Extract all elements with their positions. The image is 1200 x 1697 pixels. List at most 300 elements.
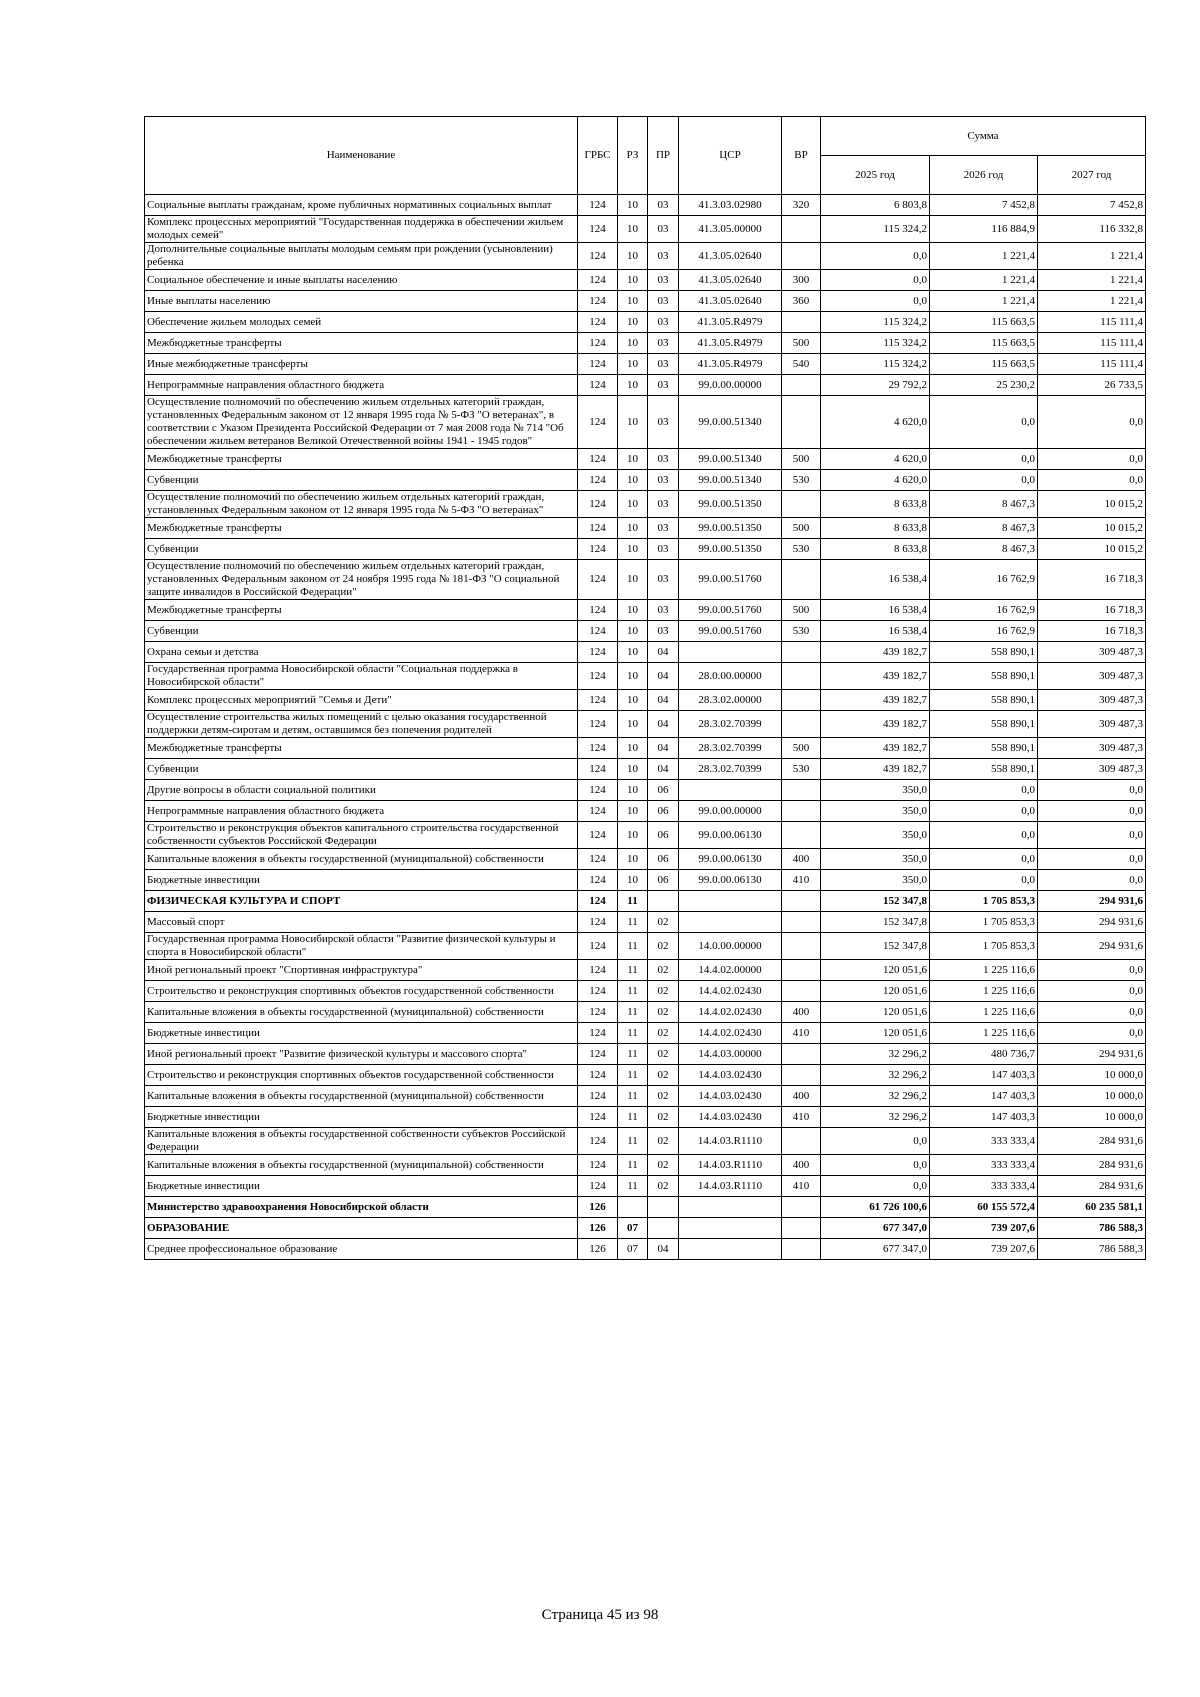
- cell-name: ФИЗИЧЕСКАЯ КУЛЬТУРА И СПОРТ: [145, 891, 578, 912]
- cell-sum-2025: 350,0: [821, 801, 930, 822]
- cell-pr: 02: [648, 1176, 679, 1197]
- cell-sum-2025: 4 620,0: [821, 449, 930, 470]
- cell-grbs: 124: [578, 1107, 618, 1128]
- cell-csr: 14.0.00.00000: [679, 933, 782, 960]
- header-sum: Сумма: [821, 117, 1146, 156]
- cell-sum-2025: 32 296,2: [821, 1065, 930, 1086]
- cell-csr: [679, 1218, 782, 1239]
- cell-csr: 14.4.03.02430: [679, 1065, 782, 1086]
- cell-vr: 300: [782, 270, 821, 291]
- cell-sum-2025: 120 051,6: [821, 960, 930, 981]
- cell-pr: 03: [648, 195, 679, 216]
- cell-vr: [782, 1044, 821, 1065]
- cell-rz: 10: [618, 711, 648, 738]
- cell-grbs: 124: [578, 354, 618, 375]
- cell-sum-2025: 61 726 100,6: [821, 1197, 930, 1218]
- cell-csr: 99.0.00.51350: [679, 539, 782, 560]
- table-row: [145, 870, 1146, 891]
- cell-name: Осуществление полномочий по обеспечению жильем отдельных категорий граждан, установленных Федеральным законом от 12 января 1995 года № 5-ФЗ "О ветеранах": [145, 491, 578, 518]
- cell-sum-2025: 439 182,7: [821, 663, 930, 690]
- table-row: [145, 1197, 1146, 1218]
- cell-pr: 02: [648, 912, 679, 933]
- cell-csr: 28.3.02.70399: [679, 759, 782, 780]
- cell-name: Субвенции: [145, 470, 578, 491]
- cell-grbs: 124: [578, 870, 618, 891]
- cell-csr: 14.4.02.00000: [679, 960, 782, 981]
- cell-pr: 03: [648, 621, 679, 642]
- cell-name: Осуществление полномочий по обеспечению жильем отдельных категорий граждан, установленных Федеральным законом от 24 ноября 1995 года № 181-ФЗ "О социальной защите инвалидов в Российской Федерации": [145, 560, 578, 600]
- cell-rz: 10: [618, 216, 648, 243]
- page-number: Страница 45 из 98: [541, 1607, 659, 1623]
- cell-sum-2027: 294 931,6: [1038, 933, 1146, 960]
- cell-sum-2027: 786 588,3: [1038, 1239, 1146, 1260]
- cell-csr: 41.3.05.02640: [679, 291, 782, 312]
- cell-name: Бюджетные инвестиции: [145, 1176, 578, 1197]
- cell-sum-2025: 152 347,8: [821, 912, 930, 933]
- cell-name: Строительство и реконструкция объектов капитального строительства государственной собственности субъектов Российской Федерации: [145, 822, 578, 849]
- table-row: [145, 375, 1146, 396]
- cell-csr: 14.4.03.R1110: [679, 1176, 782, 1197]
- cell-pr: 04: [648, 690, 679, 711]
- cell-sum-2027: 1 221,4: [1038, 291, 1146, 312]
- table-header: [145, 117, 1146, 195]
- cell-rz: 07: [618, 1239, 648, 1260]
- cell-grbs: 124: [578, 801, 618, 822]
- cell-rz: 11: [618, 933, 648, 960]
- cell-sum-2025: 115 324,2: [821, 312, 930, 333]
- cell-vr: [782, 1128, 821, 1155]
- cell-vr: 400: [782, 849, 821, 870]
- cell-sum-2027: 0,0: [1038, 1023, 1146, 1044]
- cell-grbs: 124: [578, 738, 618, 759]
- cell-pr: 02: [648, 1107, 679, 1128]
- cell-rz: 10: [618, 690, 648, 711]
- cell-rz: [618, 1197, 648, 1218]
- cell-pr: 03: [648, 539, 679, 560]
- table-row: [145, 642, 1146, 663]
- cell-sum-2027: 10 000,0: [1038, 1065, 1146, 1086]
- header-pr: ПР: [648, 117, 679, 195]
- cell-grbs: 124: [578, 449, 618, 470]
- cell-sum-2026: 0,0: [930, 470, 1038, 491]
- cell-name: Строительство и реконструкция спортивных объектов государственной собственности: [145, 1065, 578, 1086]
- cell-pr: 03: [648, 491, 679, 518]
- cell-rz: 10: [618, 518, 648, 539]
- cell-pr: 04: [648, 738, 679, 759]
- cell-grbs: 124: [578, 690, 618, 711]
- cell-rz: 10: [618, 738, 648, 759]
- cell-sum-2027: 115 111,4: [1038, 312, 1146, 333]
- cell-name: Комплекс процессных мероприятий "Семья и Дети": [145, 690, 578, 711]
- cell-sum-2027: 1 221,4: [1038, 243, 1146, 270]
- table-row: [145, 711, 1146, 738]
- cell-sum-2026: 558 890,1: [930, 663, 1038, 690]
- cell-sum-2026: 0,0: [930, 396, 1038, 449]
- cell-csr: 99.0.00.00000: [679, 375, 782, 396]
- cell-csr: 99.0.00.51760: [679, 621, 782, 642]
- cell-sum-2027: 116 332,8: [1038, 216, 1146, 243]
- cell-sum-2027: 284 931,6: [1038, 1128, 1146, 1155]
- header-name: Наименование: [145, 117, 578, 195]
- cell-grbs: 124: [578, 243, 618, 270]
- cell-csr: 99.0.00.51760: [679, 600, 782, 621]
- cell-vr: [782, 822, 821, 849]
- cell-sum-2025: 350,0: [821, 870, 930, 891]
- cell-csr: 14.4.03.02430: [679, 1086, 782, 1107]
- cell-sum-2025: 32 296,2: [821, 1044, 930, 1065]
- cell-sum-2025: 120 051,6: [821, 1023, 930, 1044]
- cell-pr: 02: [648, 1002, 679, 1023]
- cell-pr: 03: [648, 291, 679, 312]
- table-row: [145, 333, 1146, 354]
- cell-sum-2026: 147 403,3: [930, 1065, 1038, 1086]
- cell-sum-2025: 120 051,6: [821, 1002, 930, 1023]
- cell-sum-2026: 115 663,5: [930, 354, 1038, 375]
- cell-sum-2026: 480 736,7: [930, 1044, 1038, 1065]
- cell-rz: 11: [618, 1044, 648, 1065]
- cell-rz: 10: [618, 560, 648, 600]
- cell-pr: 03: [648, 600, 679, 621]
- cell-sum-2025: 0,0: [821, 291, 930, 312]
- cell-pr: 03: [648, 470, 679, 491]
- table-row: [145, 1002, 1146, 1023]
- cell-rz: 10: [618, 600, 648, 621]
- cell-vr: [782, 981, 821, 1002]
- cell-name: Межбюджетные трансферты: [145, 738, 578, 759]
- cell-name: Социальное обеспечение и иные выплаты населению: [145, 270, 578, 291]
- cell-sum-2026: 0,0: [930, 780, 1038, 801]
- cell-sum-2026: 0,0: [930, 449, 1038, 470]
- cell-csr: 28.0.00.00000: [679, 663, 782, 690]
- cell-sum-2026: 1 225 116,6: [930, 981, 1038, 1002]
- table-row: [145, 312, 1146, 333]
- cell-grbs: 124: [578, 539, 618, 560]
- cell-sum-2025: 0,0: [821, 1128, 930, 1155]
- cell-pr: 02: [648, 981, 679, 1002]
- cell-sum-2027: 284 931,6: [1038, 1176, 1146, 1197]
- cell-name: Бюджетные инвестиции: [145, 1023, 578, 1044]
- cell-name: Государственная программа Новосибирской области "Социальная поддержка в Новосибирской области": [145, 663, 578, 690]
- cell-pr: 03: [648, 312, 679, 333]
- cell-pr: 02: [648, 1023, 679, 1044]
- cell-rz: 10: [618, 801, 648, 822]
- cell-sum-2026: 1 221,4: [930, 270, 1038, 291]
- table-row: [145, 291, 1146, 312]
- cell-sum-2025: 120 051,6: [821, 981, 930, 1002]
- cell-grbs: 124: [578, 960, 618, 981]
- cell-name: Осуществление полномочий по обеспечению жильем отдельных категорий граждан, установленных Федеральным законом от 12 января 1995 года № 5-ФЗ "О ветеранах", в соответствии с Указом Президента Российской Федерации от 7 мая 2008 года № 714 "Об обеспечении жильем ветеранов Великой Отечественной войны 1941 - 1945 годов": [145, 396, 578, 449]
- cell-vr: 410: [782, 1176, 821, 1197]
- table-row: [145, 216, 1146, 243]
- cell-vr: 530: [782, 539, 821, 560]
- cell-sum-2026: 1 705 853,3: [930, 933, 1038, 960]
- cell-pr: 02: [648, 1155, 679, 1176]
- cell-sum-2025: 8 633,8: [821, 539, 930, 560]
- cell-vr: 530: [782, 621, 821, 642]
- cell-rz: 10: [618, 449, 648, 470]
- cell-sum-2027: 16 718,3: [1038, 560, 1146, 600]
- cell-sum-2026: 1 705 853,3: [930, 891, 1038, 912]
- cell-rz: 10: [618, 354, 648, 375]
- cell-vr: [782, 216, 821, 243]
- cell-name: Иной региональный проект "Развитие физической культуры и массового спорта": [145, 1044, 578, 1065]
- cell-rz: 11: [618, 981, 648, 1002]
- cell-pr: 03: [648, 354, 679, 375]
- cell-sum-2027: 26 733,5: [1038, 375, 1146, 396]
- cell-rz: 10: [618, 759, 648, 780]
- cell-sum-2025: 16 538,4: [821, 560, 930, 600]
- cell-rz: 10: [618, 291, 648, 312]
- table-row: [145, 449, 1146, 470]
- cell-pr: 04: [648, 663, 679, 690]
- cell-grbs: 124: [578, 1086, 618, 1107]
- cell-rz: 10: [618, 539, 648, 560]
- cell-sum-2027: 294 931,6: [1038, 1044, 1146, 1065]
- cell-rz: 10: [618, 491, 648, 518]
- cell-sum-2027: 10 015,2: [1038, 539, 1146, 560]
- cell-vr: [782, 375, 821, 396]
- table-row: [145, 849, 1146, 870]
- table-row: [145, 1128, 1146, 1155]
- header-year-2026: 2026 год: [930, 156, 1038, 195]
- cell-grbs: 124: [578, 912, 618, 933]
- cell-grbs: 124: [578, 518, 618, 539]
- cell-name: Комплекс процессных мероприятий "Государственная поддержка в обеспечении жильем молодых семей": [145, 216, 578, 243]
- cell-vr: [782, 560, 821, 600]
- table-row: [145, 933, 1146, 960]
- cell-csr: 99.0.00.51340: [679, 449, 782, 470]
- cell-sum-2027: 786 588,3: [1038, 1218, 1146, 1239]
- cell-grbs: 124: [578, 375, 618, 396]
- cell-csr: 14.4.03.R1110: [679, 1128, 782, 1155]
- cell-vr: [782, 960, 821, 981]
- cell-name: Непрограммные направления областного бюджета: [145, 375, 578, 396]
- cell-vr: 360: [782, 291, 821, 312]
- cell-sum-2025: 350,0: [821, 822, 930, 849]
- cell-sum-2026: 558 890,1: [930, 642, 1038, 663]
- cell-sum-2025: 0,0: [821, 1176, 930, 1197]
- cell-sum-2027: 115 111,4: [1038, 333, 1146, 354]
- table-row: [145, 470, 1146, 491]
- cell-vr: [782, 891, 821, 912]
- table-row: [145, 518, 1146, 539]
- cell-rz: 11: [618, 891, 648, 912]
- cell-grbs: 124: [578, 270, 618, 291]
- cell-vr: 500: [782, 449, 821, 470]
- cell-sum-2025: 115 324,2: [821, 354, 930, 375]
- cell-sum-2025: 350,0: [821, 780, 930, 801]
- cell-csr: 41.3.03.02980: [679, 195, 782, 216]
- cell-sum-2025: 152 347,8: [821, 891, 930, 912]
- cell-vr: [782, 396, 821, 449]
- cell-sum-2027: 16 718,3: [1038, 600, 1146, 621]
- cell-csr: [679, 780, 782, 801]
- cell-sum-2027: 10 000,0: [1038, 1086, 1146, 1107]
- cell-sum-2025: 439 182,7: [821, 738, 930, 759]
- cell-csr: 28.3.02.00000: [679, 690, 782, 711]
- cell-sum-2025: 32 296,2: [821, 1086, 930, 1107]
- cell-vr: 500: [782, 518, 821, 539]
- cell-sum-2026: 333 333,4: [930, 1155, 1038, 1176]
- cell-pr: 03: [648, 270, 679, 291]
- cell-grbs: 124: [578, 981, 618, 1002]
- cell-sum-2025: 0,0: [821, 270, 930, 291]
- cell-pr: 02: [648, 1065, 679, 1086]
- cell-pr: 03: [648, 216, 679, 243]
- cell-rz: 10: [618, 870, 648, 891]
- table-row: [145, 1044, 1146, 1065]
- cell-grbs: 124: [578, 663, 618, 690]
- cell-vr: 400: [782, 1155, 821, 1176]
- cell-sum-2027: 0,0: [1038, 981, 1146, 1002]
- cell-pr: 04: [648, 1239, 679, 1260]
- cell-sum-2025: 4 620,0: [821, 396, 930, 449]
- cell-grbs: 124: [578, 1065, 618, 1086]
- cell-csr: 99.0.00.51350: [679, 518, 782, 539]
- cell-sum-2026: 7 452,8: [930, 195, 1038, 216]
- cell-name: Межбюджетные трансферты: [145, 600, 578, 621]
- header-grbs: ГРБС: [578, 117, 618, 195]
- cell-rz: 10: [618, 822, 648, 849]
- cell-name: Иные выплаты населению: [145, 291, 578, 312]
- header-year-2025: 2025 год: [821, 156, 930, 195]
- cell-rz: 11: [618, 1086, 648, 1107]
- cell-name: Капитальные вложения в объекты государственной (муниципальной) собственности: [145, 1155, 578, 1176]
- cell-vr: [782, 1218, 821, 1239]
- cell-name: Государственная программа Новосибирской области "Развитие физической культуры и спорта в Новосибирской области": [145, 933, 578, 960]
- table-row: [145, 663, 1146, 690]
- cell-sum-2027: 309 487,3: [1038, 759, 1146, 780]
- cell-vr: 410: [782, 870, 821, 891]
- cell-rz: 11: [618, 1107, 648, 1128]
- cell-rz: 10: [618, 312, 648, 333]
- table-row: [145, 600, 1146, 621]
- cell-vr: [782, 801, 821, 822]
- cell-sum-2027: 0,0: [1038, 470, 1146, 491]
- cell-sum-2026: 1 221,4: [930, 243, 1038, 270]
- cell-vr: 410: [782, 1107, 821, 1128]
- cell-rz: 11: [618, 1176, 648, 1197]
- cell-csr: [679, 1239, 782, 1260]
- cell-sum-2027: 309 487,3: [1038, 690, 1146, 711]
- cell-sum-2025: 677 347,0: [821, 1218, 930, 1239]
- cell-grbs: 124: [578, 396, 618, 449]
- cell-sum-2025: 350,0: [821, 849, 930, 870]
- cell-sum-2025: 8 633,8: [821, 491, 930, 518]
- cell-pr: 02: [648, 1086, 679, 1107]
- cell-pr: 03: [648, 396, 679, 449]
- cell-rz: 10: [618, 642, 648, 663]
- cell-grbs: 124: [578, 642, 618, 663]
- table-row: [145, 822, 1146, 849]
- cell-vr: [782, 912, 821, 933]
- table-row: [145, 560, 1146, 600]
- cell-name: Субвенции: [145, 539, 578, 560]
- cell-sum-2027: 60 235 581,1: [1038, 1197, 1146, 1218]
- cell-csr: 28.3.02.70399: [679, 738, 782, 759]
- cell-name: Среднее профессиональное образование: [145, 1239, 578, 1260]
- cell-rz: 10: [618, 663, 648, 690]
- cell-name: Субвенции: [145, 621, 578, 642]
- cell-csr: 41.3.05.00000: [679, 216, 782, 243]
- table-row: [145, 780, 1146, 801]
- budget-table: [144, 116, 1146, 1260]
- cell-grbs: 124: [578, 491, 618, 518]
- cell-grbs: 124: [578, 1155, 618, 1176]
- cell-grbs: 124: [578, 312, 618, 333]
- cell-pr: 04: [648, 759, 679, 780]
- table-row: [145, 491, 1146, 518]
- cell-pr: 04: [648, 642, 679, 663]
- cell-sum-2025: 32 296,2: [821, 1107, 930, 1128]
- cell-sum-2025: 8 633,8: [821, 518, 930, 539]
- cell-sum-2025: 152 347,8: [821, 933, 930, 960]
- table-row: [145, 690, 1146, 711]
- cell-grbs: 124: [578, 1023, 618, 1044]
- cell-grbs: 124: [578, 933, 618, 960]
- cell-rz: 11: [618, 1002, 648, 1023]
- cell-csr: [679, 1197, 782, 1218]
- cell-csr: 41.3.05.R4979: [679, 333, 782, 354]
- table-row: [145, 621, 1146, 642]
- cell-vr: 500: [782, 600, 821, 621]
- cell-sum-2027: 309 487,3: [1038, 738, 1146, 759]
- cell-grbs: 124: [578, 291, 618, 312]
- cell-sum-2027: 10 015,2: [1038, 518, 1146, 539]
- cell-vr: [782, 312, 821, 333]
- cell-sum-2026: 558 890,1: [930, 738, 1038, 759]
- cell-sum-2025: 677 347,0: [821, 1239, 930, 1260]
- cell-pr: 06: [648, 822, 679, 849]
- cell-csr: 14.4.02.02430: [679, 981, 782, 1002]
- cell-name: Охрана семьи и детства: [145, 642, 578, 663]
- cell-vr: [782, 690, 821, 711]
- cell-sum-2027: 0,0: [1038, 822, 1146, 849]
- cell-sum-2025: 115 324,2: [821, 333, 930, 354]
- cell-csr: [679, 891, 782, 912]
- cell-vr: 410: [782, 1023, 821, 1044]
- cell-csr: 14.4.02.02430: [679, 1002, 782, 1023]
- cell-name: Массовый спорт: [145, 912, 578, 933]
- cell-pr: [648, 1218, 679, 1239]
- cell-sum-2026: 0,0: [930, 801, 1038, 822]
- cell-grbs: 124: [578, 759, 618, 780]
- cell-sum-2026: 16 762,9: [930, 600, 1038, 621]
- cell-sum-2025: 16 538,4: [821, 600, 930, 621]
- cell-pr: 03: [648, 375, 679, 396]
- table-row: [145, 270, 1146, 291]
- table-row: [145, 981, 1146, 1002]
- cell-grbs: 124: [578, 1002, 618, 1023]
- cell-vr: [782, 933, 821, 960]
- cell-name: Другие вопросы в области социальной политики: [145, 780, 578, 801]
- cell-sum-2025: 439 182,7: [821, 690, 930, 711]
- header-year-2027: 2027 год: [1038, 156, 1146, 195]
- cell-sum-2027: 309 487,3: [1038, 642, 1146, 663]
- cell-rz: 10: [618, 780, 648, 801]
- cell-sum-2025: 16 538,4: [821, 621, 930, 642]
- cell-grbs: 124: [578, 216, 618, 243]
- cell-sum-2026: 333 333,4: [930, 1176, 1038, 1197]
- cell-name: Бюджетные инвестиции: [145, 1107, 578, 1128]
- cell-csr: 41.3.05.R4979: [679, 354, 782, 375]
- table-row: [145, 195, 1146, 216]
- cell-sum-2027: 0,0: [1038, 960, 1146, 981]
- cell-rz: 11: [618, 912, 648, 933]
- cell-sum-2026: 1 225 116,6: [930, 1002, 1038, 1023]
- cell-pr: 02: [648, 1128, 679, 1155]
- cell-pr: 03: [648, 243, 679, 270]
